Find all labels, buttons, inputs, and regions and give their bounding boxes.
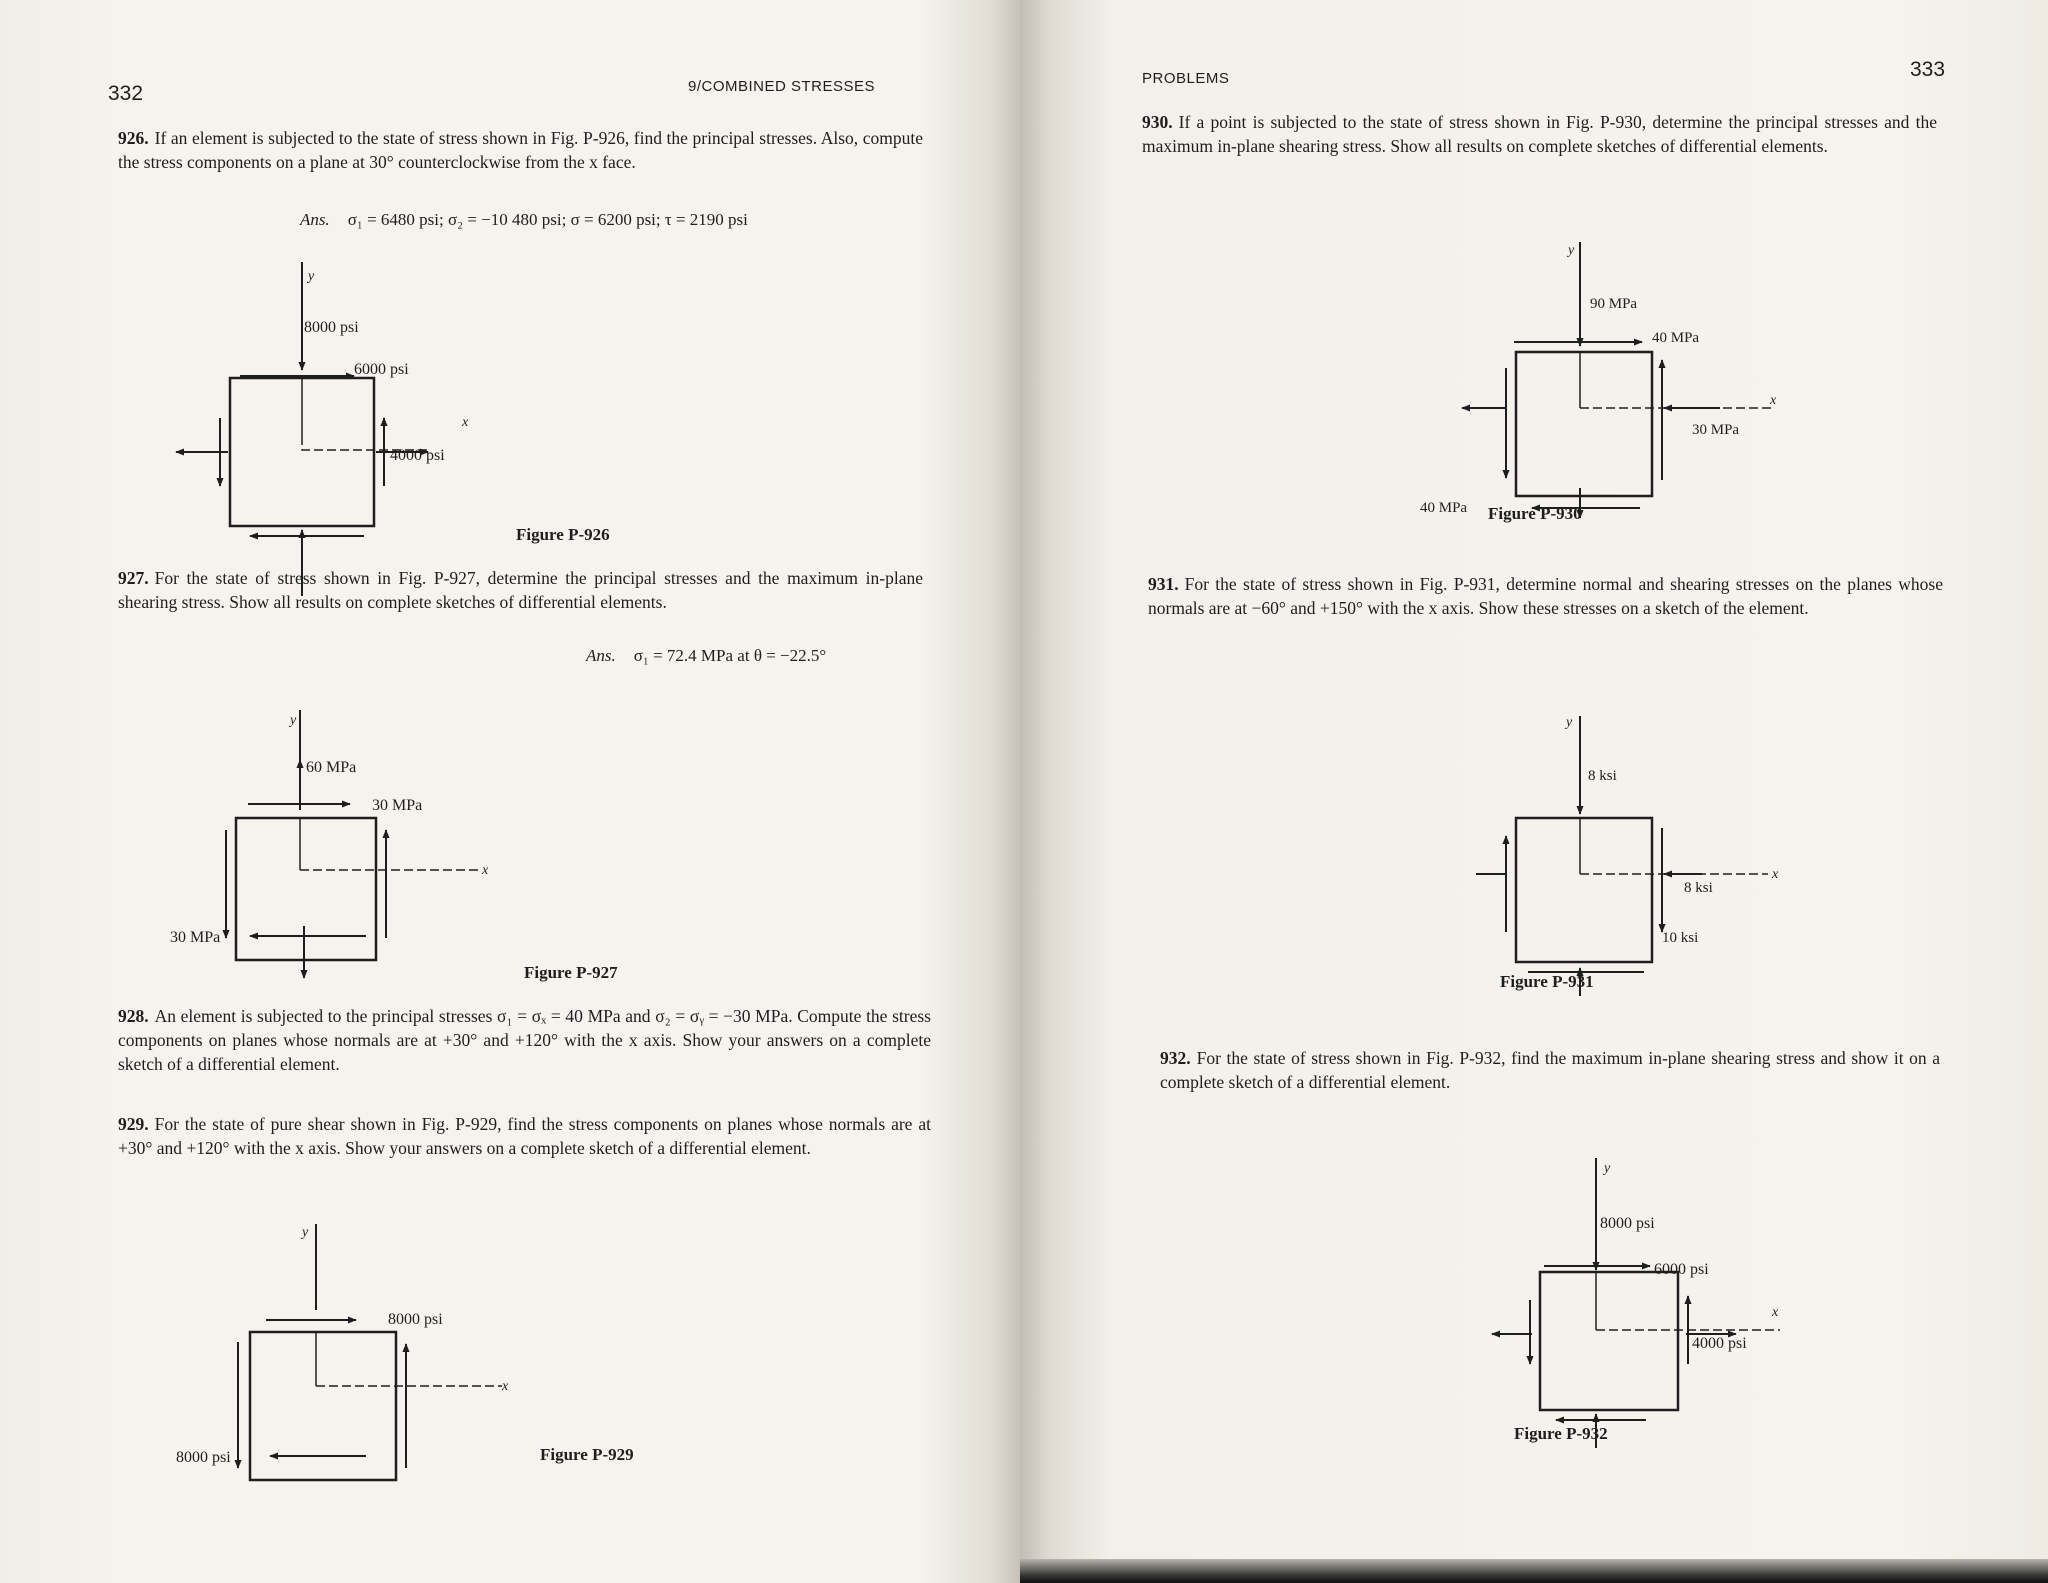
figure-caption: Figure P-930 xyxy=(1488,504,1582,523)
figure-p932 xyxy=(1260,1150,1780,1450)
normal-stress-y-label: 8000 psi xyxy=(1600,1215,1655,1232)
shear-stress-bottom-label: 30 MPa xyxy=(170,929,221,946)
shear-stress-bottom-label: 8000 psi xyxy=(176,1449,231,1466)
shear-stress-label: 40 MPa xyxy=(1652,330,1700,346)
normal-stress-x-label: 4000 psi xyxy=(390,447,445,464)
right-page xyxy=(1020,0,2048,1583)
problem-text: For the state of pure shear shown in Fig. P-929, find the stress components on planes whose normals are at +30° and +120° with the x axis. Show your answers on a complete sketch of a differential element. xyxy=(118,1114,931,1158)
page-bottom-edge xyxy=(1020,1559,2048,1583)
y-axis-label: y xyxy=(302,1225,309,1240)
x-axis-label: x xyxy=(1772,1305,1779,1320)
y-axis-label: y xyxy=(290,713,297,728)
normal-stress-y-label: 8000 psi xyxy=(304,319,359,336)
problem-text: For the state of stress shown in Fig. P-932, find the maximum in-plane shearing stress and show it on a complete sketch of a differential element. xyxy=(1160,1048,1940,1092)
y-axis-label: y xyxy=(1604,1161,1611,1176)
x-axis-label: x xyxy=(502,1379,509,1394)
x-axis-label: x xyxy=(1770,393,1777,408)
problem-text: For the state of stress shown in Fig. P-927, determine the principal stresses and the maximum in-plane shearing stress. Show all results on complete sketches of differential elements. xyxy=(118,568,923,612)
answer-926 xyxy=(300,210,748,230)
x-axis-label: x xyxy=(462,415,469,430)
problem-929 xyxy=(118,1112,931,1160)
shear-stress-label: 6000 psi xyxy=(354,361,409,378)
figure-caption: Figure P-927 xyxy=(524,963,618,982)
normal-stress-y-label: 90 MPa xyxy=(1590,296,1638,312)
y-axis-label: y xyxy=(308,269,315,284)
figure-caption: Figure P-931 xyxy=(1500,972,1594,991)
problem-number: 931. xyxy=(1148,574,1179,594)
figure-p930 xyxy=(1220,238,1777,518)
y-axis-label: y xyxy=(1566,715,1573,730)
shear-stress-label: 6000 psi xyxy=(1654,1261,1709,1278)
shear-stress-label: 8 ksi xyxy=(1684,880,1713,896)
problem-928 xyxy=(118,1004,931,1076)
problem-number: 928. xyxy=(118,1006,149,1026)
problem-926 xyxy=(118,126,923,174)
problem-number: 932. xyxy=(1160,1048,1191,1068)
answer-label: Ans. xyxy=(300,210,330,229)
normal-stress-x-label: 10 ksi xyxy=(1662,930,1699,946)
running-head: PROBLEMS xyxy=(1142,70,1230,87)
figure-p929 xyxy=(176,1218,516,1468)
figure-caption: Figure P-926 xyxy=(516,525,610,544)
problem-number: 927. xyxy=(118,568,149,588)
x-axis-label: x xyxy=(1772,867,1779,882)
problem-number: 930. xyxy=(1142,112,1173,132)
normal-stress-x-label: 30 MPa xyxy=(1692,422,1740,438)
figure-caption: Figure P-929 xyxy=(540,1445,634,1464)
shear-stress-label: 30 MPa xyxy=(372,797,423,814)
problem-927 xyxy=(118,566,923,614)
figure-p926 xyxy=(190,250,510,550)
normal-stress-y-label: 8 ksi xyxy=(1588,768,1617,784)
problem-number: 929. xyxy=(118,1114,149,1134)
answer-text: σ₁ = 72.4 MPa at θ = −22.5° xyxy=(633,646,827,665)
left-page xyxy=(0,0,1020,1583)
figure-p927 xyxy=(170,700,490,990)
problem-text: If a point is subjected to the state of stress shown in Fig. P-930, determine the principal stresses and the maximum in-plane shearing stress. Show all results on complete sketches of differential elements. xyxy=(1142,112,1937,156)
problem-text: For the state of stress shown in Fig. P-931, determine normal and shearing stresses on the planes whose normals are at −60° and +150° with the x axis. Show these stresses on a sketch of the element. xyxy=(1148,574,1943,618)
problem-text: An element is subjected to the principal stresses σ₁ = σₓ = 40 MPa and σ₂ = σᵧ = −30 MPa. Compute the stress components on planes whose normals are at +30° and +120° with the x axis. Show your answers on a complete sketch of a differential element. xyxy=(118,1006,931,1074)
answer-927 xyxy=(586,646,826,666)
page-number: 332 xyxy=(108,82,144,105)
x-axis-label: x xyxy=(482,863,489,878)
y-axis-label: y xyxy=(1568,243,1575,258)
problem-931 xyxy=(1148,572,1943,620)
problem-number: 926. xyxy=(118,128,149,148)
problem-932 xyxy=(1160,1046,1940,1094)
figure-p931 xyxy=(1240,706,1779,996)
page-number: 333 xyxy=(1910,58,1946,81)
problem-text: If an element is subjected to the state of stress shown in Fig. P-926, find the principal stresses. Also, compute the stress components on a plane at 30° counterclockwise from the x face. xyxy=(118,128,923,172)
answer-label: Ans. xyxy=(586,646,616,665)
answer-text: σ₁ = 6480 psi; σ₂ = −10 480 psi; σ = 6200 psi; τ = 2190 psi xyxy=(347,210,748,229)
normal-stress-y-label: 60 MPa xyxy=(306,759,357,776)
running-head: 9/COMBINED STRESSES xyxy=(688,78,876,95)
normal-stress-x-label: 4000 psi xyxy=(1692,1335,1747,1352)
figure-caption: Figure P-932 xyxy=(1514,1424,1608,1443)
shear-stress-bottom-label: 40 MPa xyxy=(1420,500,1468,516)
shear-stress-label: 8000 psi xyxy=(388,1311,443,1328)
problem-930 xyxy=(1142,110,1937,158)
